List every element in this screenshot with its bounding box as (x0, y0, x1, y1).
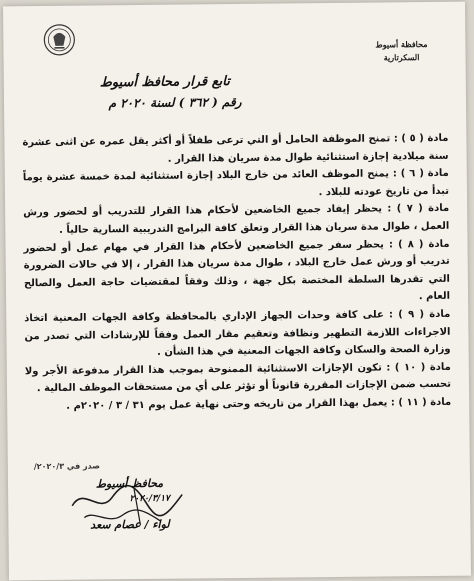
article-9 (24, 306, 451, 363)
decree-title-block (4, 72, 466, 112)
article-label: مادة ( ٨ ) : (388, 238, 450, 250)
article-10 (25, 358, 451, 398)
article-7 (23, 200, 449, 240)
decree-number: رقم ( ٣٦٢ ) لسنة ٢٠٢٠ م (108, 94, 242, 111)
article-11 (25, 394, 451, 416)
signature-date: ٢٠٢٠/٣/١٧ (129, 493, 170, 505)
article-text: يحظر سفر جميع الخاضعين لأحكام هذا القرار في مهام عمل أو لحضور تدريب أو ورش عمل خارج البلاد ، طوال مدة سريان هذا القرار ، إلا في حالات الضرورة التي تقدرها السلطة المختصة بكل جهة ، وذلك وفقاً لمقتضيات حاجة العمل والصالح العام . (23, 239, 451, 303)
org-name: محافظة أسيوط (375, 38, 428, 50)
governor-title: محافظ أسيوط (95, 476, 164, 491)
decree-title: تابع قرار محافظ أسيوط (99, 74, 230, 91)
article-6 (23, 165, 449, 205)
article-label: مادة ( ١١ ) : (390, 396, 452, 409)
article-text: يعمل بهذا القرار من تاريخه وحتى نهاية عمل يوم ٣١ / ٣ / ٢٠٢٠م . (66, 397, 388, 412)
article-text: تكون الإجازات الاستثنائية الممنوحة بموجب هذا القرار مدفوعة الأجر ولا تحسب ضمن الإجازات المقررة قانوناً أو تؤثر على أي من مستحقات الموظف المالية . (24, 362, 452, 395)
article-label: مادة ( ٥ ) : (393, 132, 449, 145)
article-label: مادة ( ٩ ) : (388, 308, 451, 321)
article-label: مادة ( ٧ ) : (387, 203, 450, 215)
article-text: يمنح الموظف العائد من خارج البلاد إجازة استثنائية لمدة خمسة عشرة يوماً تبدأ من تاريخ عودته للبلاد . (22, 168, 450, 198)
article-5 (22, 130, 448, 170)
article-label: مادة ( ٦ ) : (392, 167, 449, 180)
article-8 (23, 235, 450, 310)
article-text: تمنح الموظفة الحامل أو التي ترعى طفلاً أو أكثر يقل عمره عن اثنى عشرة سنة ميلادية إجازة استثنائية طوال مدة سريان هذا القرار . (22, 133, 449, 165)
article-text: على كافة وحدات الجهاز الإداري بالمحافظة وكافة الجهات المعنية اتخاذ الاجراءات اللازمة التطهير ونظافة وتعقيم مقار العمل وفقاً للإرشادات التي تصدر من وزارة الصحة والسكان وكافة الجهات المعنية في هذا الشأن . (24, 309, 451, 358)
org-header (359, 38, 443, 65)
org-department: السكرتارية (383, 52, 420, 63)
emblem-seal-icon (41, 20, 77, 60)
signer-name: لواء / عصام سعد (90, 517, 170, 532)
document-body (22, 130, 451, 416)
signature-block (72, 477, 188, 532)
article-label: مادة ( ١٠ ) : (386, 361, 451, 374)
article-text: يحظر إيفاد جميع الخاضعين لأحكام هذا القرار للتدريب أو لحضور ورش العمل ، طوال مدة سريان هذا القرار وتعلق كافة البرامج التدريبية السارية حالياً . (23, 203, 450, 236)
issue-dateline: صدر في ٢٠٢٠/٣/ (33, 461, 100, 472)
document-page (3, 2, 471, 581)
